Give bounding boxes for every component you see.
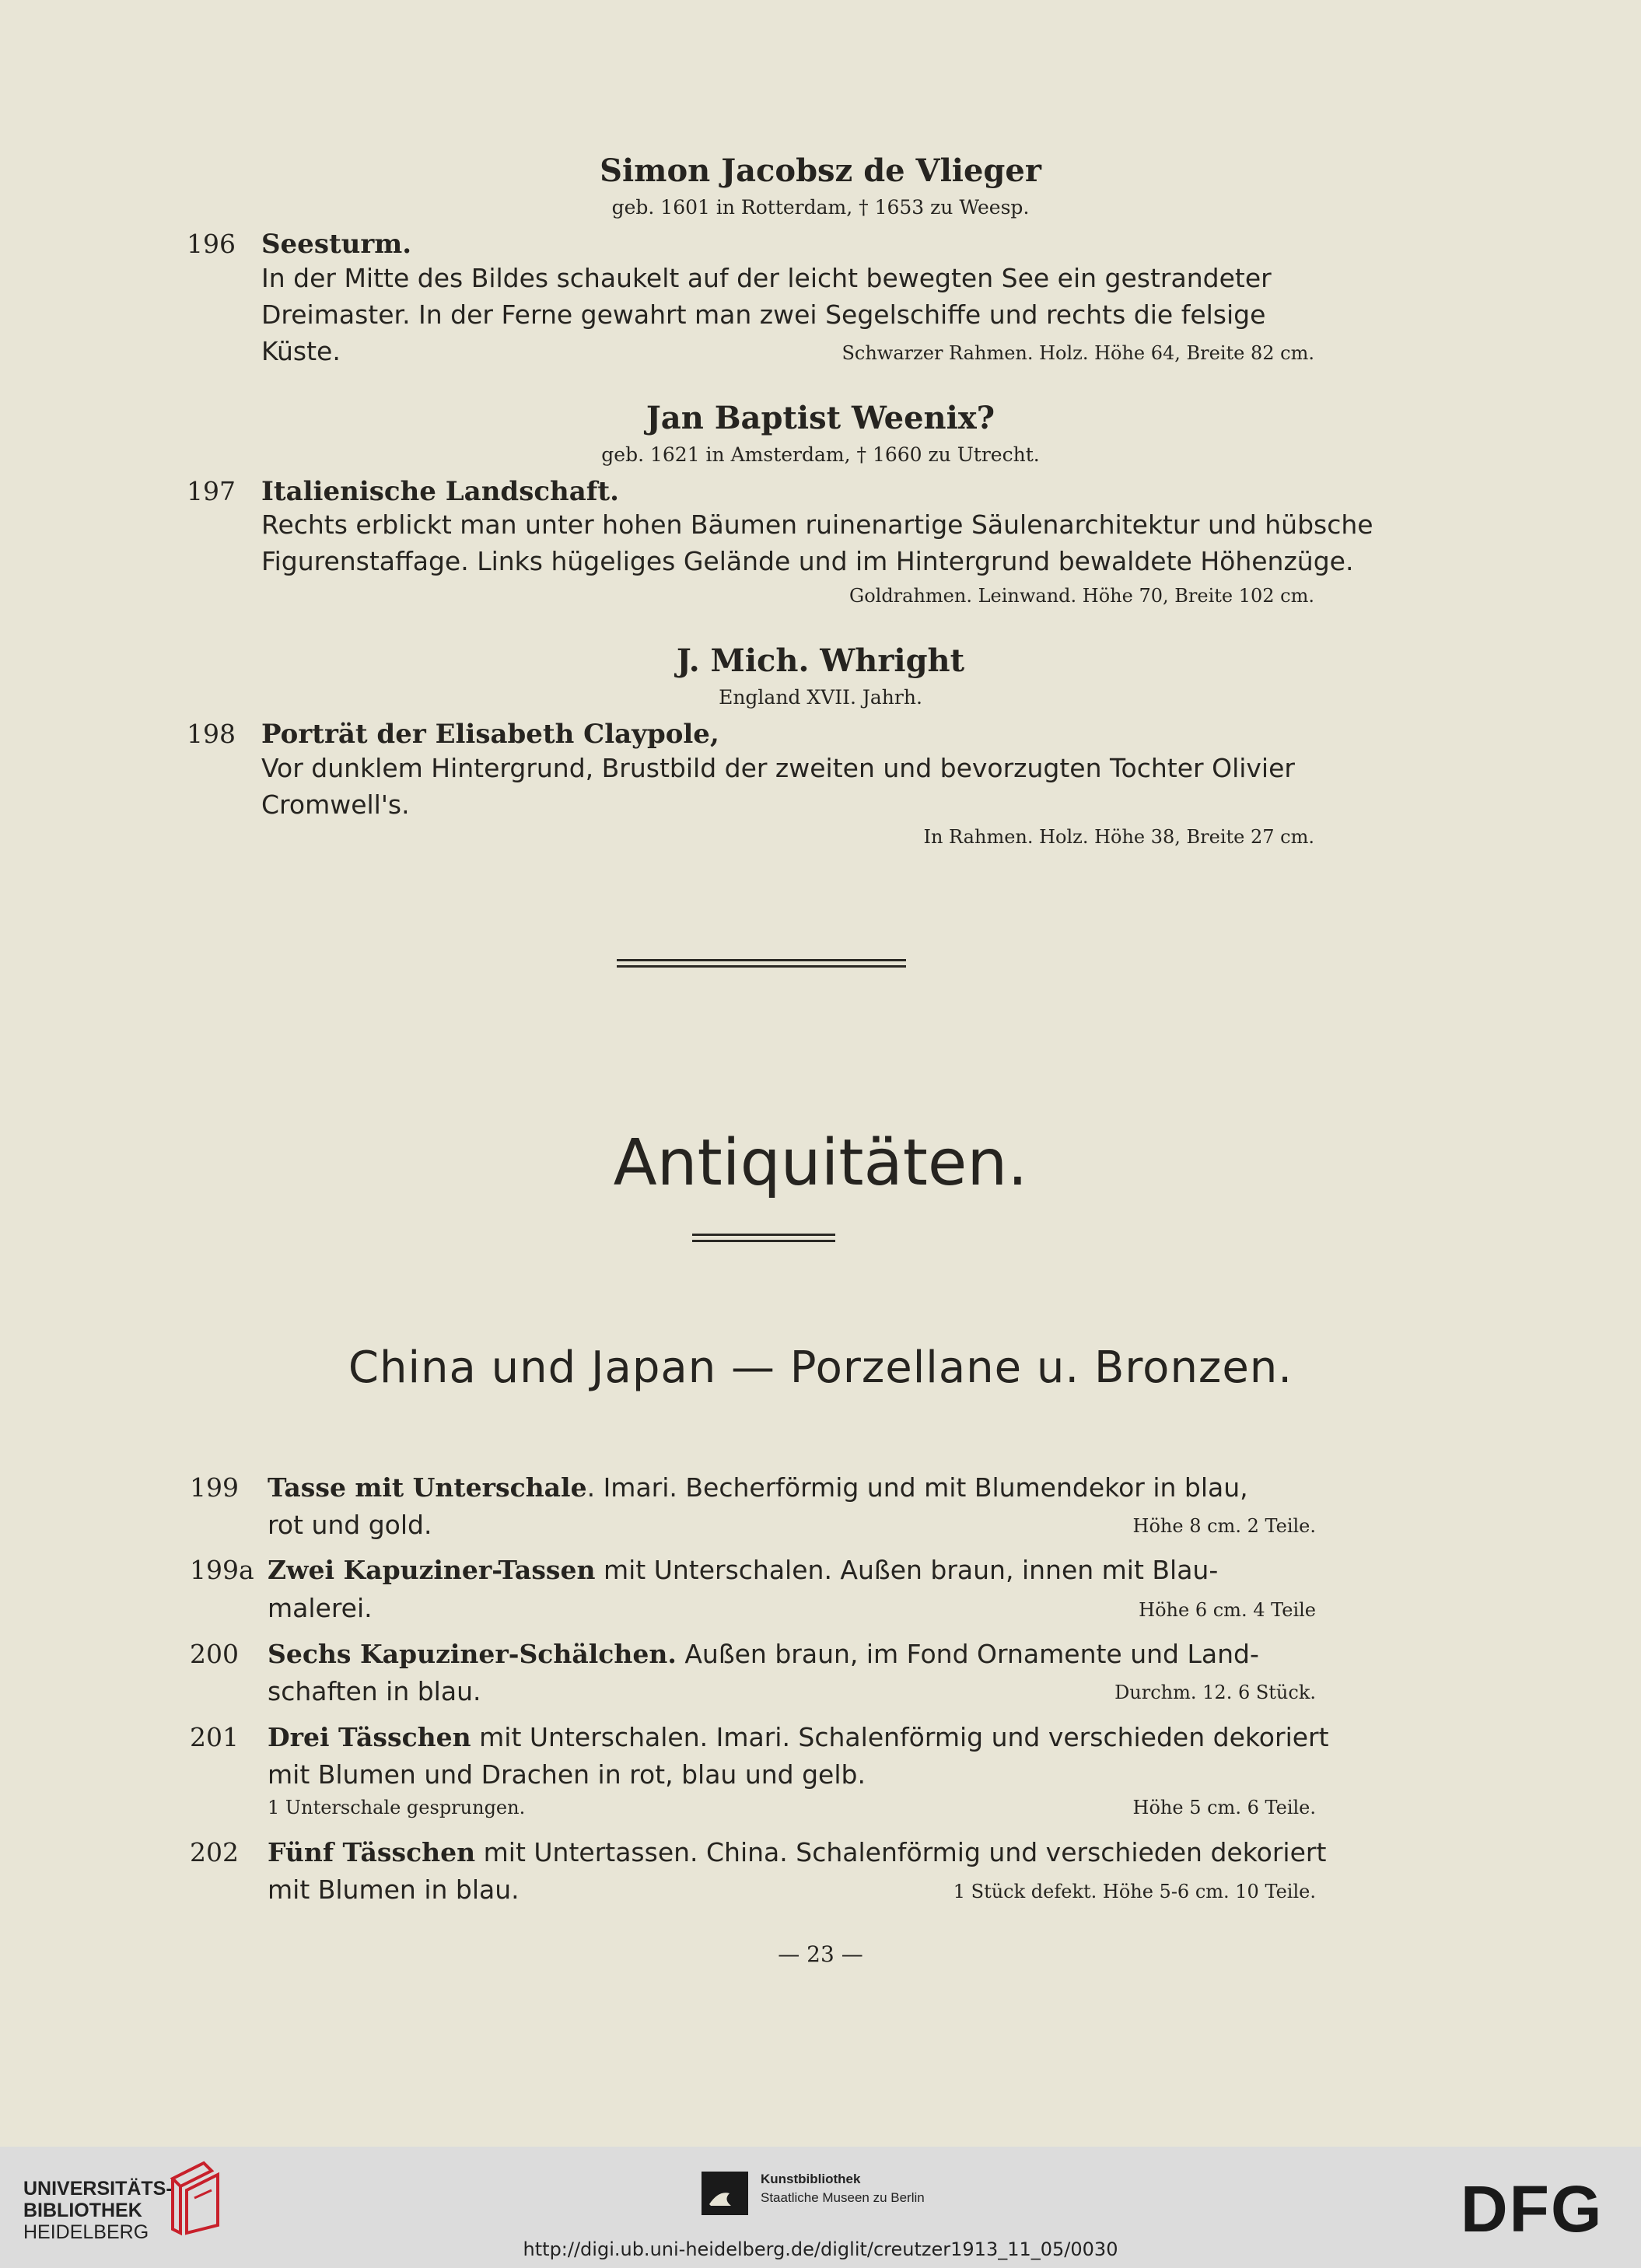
ub-heidelberg-logo-text[interactable] — [23, 2178, 173, 2243]
lot-number: 199a — [190, 1555, 254, 1585]
section-title: Antiquitäten. — [613, 1126, 1028, 1200]
lot-number: 196 — [187, 229, 236, 259]
lot-description-line — [268, 1837, 1326, 1867]
ub-line3: HEIDELBERG — [23, 2221, 149, 2243]
lot-description-line: Figurenstaffage. Links hügeliges Gelände und im Hintergrund bewaldete Höhenzüge. — [261, 546, 1354, 576]
lot-detail: In Rahmen. Holz. Höhe 38, Breite 27 cm. — [923, 826, 1314, 848]
lot-description-line: mit Blumen in blau. — [268, 1874, 520, 1905]
lot-description-line: schaften in blau. — [268, 1676, 481, 1706]
lot-description-line — [268, 1722, 1329, 1752]
lot-title: Italienische Landschaft. — [261, 476, 619, 507]
artist-name: J. Mich. Whright — [676, 642, 965, 679]
lot-description-line: Vor dunklem Hintergrund, Brustbild der zweiten und bevorzugten Tochter Olivier — [261, 753, 1295, 783]
lot-title: Drei Tässchen — [268, 1722, 471, 1752]
lot-detail: Höhe 5 cm. 6 Teile. — [1132, 1797, 1316, 1818]
lot-detail: Schwarzer Rahmen. Holz. Höhe 64, Breite 82 cm. — [841, 342, 1314, 364]
lot-description-line — [268, 1639, 1259, 1669]
lot-title: Porträt der Elisabeth Claypole, — [261, 719, 719, 750]
double-rule-divider — [617, 959, 906, 968]
lot-detail: Höhe 6 cm. 4 Teile — [1139, 1599, 1316, 1621]
lot-description-line: Küste. — [261, 336, 341, 366]
kb-line1: Kunstbibliothek — [761, 2172, 861, 2186]
ub-line1: UNIVERSITÄTS- — [23, 2178, 173, 2200]
ub-line2: BIBLIOTHEK — [23, 2200, 142, 2221]
lot-number: 202 — [190, 1837, 239, 1867]
artist-name: Simon Jacobsz de Vlieger — [600, 152, 1041, 189]
lot-note: 1 Unterschale gesprungen. — [268, 1797, 526, 1818]
lot-title: Seesturm. — [261, 229, 412, 260]
lot-text: . Imari. Becherförmig und mit Blumendekor in blau, — [586, 1472, 1248, 1503]
kunstbibliothek-logo-text[interactable] — [761, 2170, 925, 2207]
lot-title: Tasse mit Unterschale — [268, 1472, 587, 1503]
lot-number: 197 — [187, 476, 236, 506]
section-subtitle: China und Japan — Porzellane u. Bronzen. — [348, 1342, 1293, 1393]
lot-number: 200 — [190, 1639, 239, 1669]
lot-description-line: Rechts erblickt man unter hohen Bäumen ruinenartige Säulenarchitektur und hübsche — [261, 509, 1373, 540]
page-number: — 23 — — [778, 1941, 863, 1967]
lot-description-line — [268, 1472, 1248, 1503]
lot-detail: Höhe 8 cm. 2 Teile. — [1132, 1515, 1316, 1537]
artist-life-dates: England XVII. Jahrh. — [719, 686, 922, 709]
lot-description-line — [268, 1555, 1218, 1585]
lot-text: mit Unterschalen. Außen braun, innen mit Blau- — [595, 1555, 1219, 1585]
ub-heidelberg-logo-icon — [165, 2159, 227, 2237]
lot-title: Fünf Tässchen — [268, 1837, 476, 1867]
lot-number: 199 — [190, 1472, 239, 1503]
lot-detail: 1 Stück defekt. Höhe 5-6 cm. 10 Teile. — [953, 1881, 1316, 1902]
dfg-logo[interactable]: DFG — [1461, 2172, 1604, 2245]
lot-text: mit Unterschalen. Imari. Schalenförmig und verschieden dekoriert — [471, 1722, 1329, 1752]
lot-text: Außen braun, im Fond Ornamente und Land- — [676, 1639, 1259, 1669]
kb-line2: Staatliche Museen zu Berlin — [761, 2190, 925, 2205]
artist-name: Jan Baptist Weenix? — [646, 400, 995, 436]
lot-detail: Durchm. 12. 6 Stück. — [1114, 1682, 1316, 1703]
lot-number: 198 — [187, 719, 236, 749]
source-url-link[interactable]: http://digi.ub.uni-heidelberg.de/diglit/creutzer1913_11_05/0030 — [523, 2238, 1118, 2260]
lot-text: mit Untertassen. China. Schalenförmig und verschieden dekoriert — [475, 1837, 1327, 1867]
lot-description-line: Dreimaster. In der Ferne gewahrt man zwei Segelschiffe und rechts die felsige — [261, 299, 1266, 330]
lot-description-line: In der Mitte des Bildes schaukelt auf der leicht bewegten See ein gestrandeter — [261, 263, 1272, 293]
lot-title: Sechs Kapuziner-Schälchen. — [268, 1639, 677, 1669]
lot-description-line: malerei. — [268, 1593, 373, 1623]
artist-life-dates: geb. 1601 in Rotterdam, † 1653 zu Weesp. — [611, 196, 1030, 219]
lot-number: 201 — [190, 1722, 239, 1752]
lot-title: Zwei Kapuziner-Tassen — [268, 1555, 596, 1585]
short-double-rule — [692, 1234, 835, 1242]
lot-description-line: Cromwell's. — [261, 789, 410, 820]
kunstbibliothek-logo-icon — [700, 2170, 750, 2217]
lot-description-line: mit Blumen und Drachen in rot, blau und gelb. — [268, 1759, 866, 1790]
artist-life-dates: geb. 1621 in Amsterdam, † 1660 zu Utrecht. — [601, 443, 1040, 466]
lot-description-line: rot und gold. — [268, 1510, 432, 1540]
lot-detail: Goldrahmen. Leinwand. Höhe 70, Breite 102 cm. — [849, 585, 1314, 607]
